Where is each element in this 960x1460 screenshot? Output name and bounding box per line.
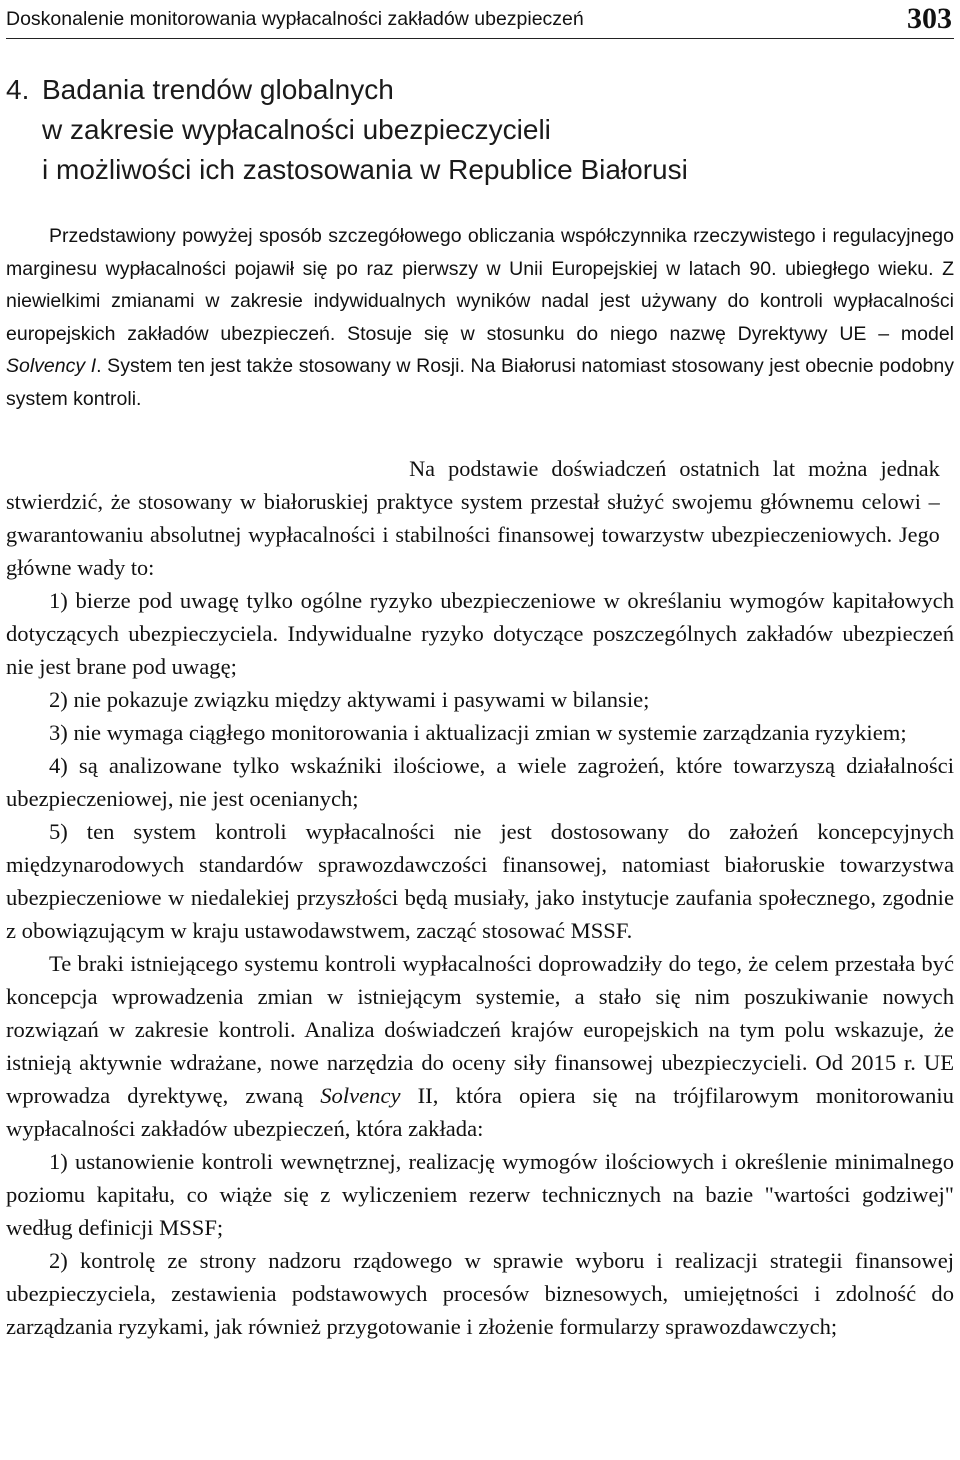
italic-term: Solvency: [320, 1083, 401, 1108]
section-number: 4.: [6, 74, 30, 105]
list-item: 3) nie wymaga ciągłego monitorowania i aktualizacji zmian w systemie zarządzania ryzykiem;: [49, 720, 907, 745]
italic-term: Solvency I: [6, 355, 97, 378]
list-item: 1) bierze pod uwagę tylko ogólne ryzyko ubezpieczeniowe w określaniu wymogów kapitałowych dotyczących ubezpieczyciela. Indywidualne ryzyko dotyczące poszczególnych zakładów ubezpieczeń nie jest brane pod uwagę;: [6, 588, 954, 679]
paragraph-text: Te braki istniejącego systemu kontroli wypłacalności doprowadziły do tego, że celem przestała być koncepcja wprowadzenia zmian w istniejącym systemie, a stało się nim poszukiwanie nowych rozwiązań w zakresie kontroli. Analiza doświadczeń krajów europejskich na tym polu wskazuje, że istnieją aktywnie wdrażane, nowe narzędzia do oceny siły finansowej ubezpieczycieli. Od 2015 r. UE wprowadza dyrektywę, zwaną: [6, 951, 954, 1108]
running-title: Doskonalenie monitorowania wypłacalności zakładów ubezpieczeń: [6, 8, 584, 30]
running-header: [6, 2, 954, 39]
paragraph-text: Na podstawie doświadczeń ostatnich lat można jednak stwierdzić, że stosowany w białoruskiej praktyce system przestał służyć swojemu głównemu celowi – gwarantowaniu absolutnej wypłacalności i stabilności finansowej towarzystw ubezpieczeniowych. Jego główne wady to:: [6, 456, 940, 580]
list-item: 5) ten system kontroli wypłacalności nie jest dostosowany do założeń koncepcyjnych międzynarodowych standardów sprawozdawczości finansowej, natomiast białoruskie towarzystwa ubezpieczeniowe w niedalekiej przyszłości będą musiały, jako instytucje zaufania społecznego, zgodnie z obowiązującym w kraju ustawodawstwem, zacząć stosować MSSF.: [6, 819, 954, 943]
section-heading: [6, 70, 954, 190]
section-title-line: w zakresie wypłacalności ubezpieczycieli: [42, 114, 551, 145]
section-title-line: i możliwości ich zastosowania w Republice Białorusi: [42, 154, 688, 185]
list-item: 2) nie pokazuje związku między aktywami i pasywami w bilansie;: [49, 687, 650, 712]
paragraph-text: II, która opiera się na trójfilarowym monitorowaniu wypłacalności zakładów ubezpieczeń, która zakłada:: [6, 1083, 954, 1141]
section-title-line: Badania trendów globalnych: [42, 74, 394, 105]
list-item: 1) ustanowienie kontroli wewnętrznej, realizację wymogów ilościowych i określenie minimalnego poziomu kapitału, co wiąże się z wyliczeniem rezerw technicznych na bazie "wartości godziwej" według definicji MSSF;: [6, 1149, 954, 1240]
paragraph-text: . System ten jest także stosowany w Rosji. Na Białorusi natomiast stosowany jest obecnie podobny system kontroli.: [6, 355, 954, 410]
list-item: 2) kontrolę ze strony nadzoru rządowego w sprawie wyboru i realizacji strategii finansowej ubezpieczyciela, zestawienia podstawowych procesów biznesowych, umiejętności i zdolność do zarządzania ryzykami, jak również przygotowanie i złożenie formularzy sprawozdawczych;: [6, 1248, 954, 1339]
list-item: 4) są analizowane tylko wskaźniki ilościowe, a wiele zagrożeń, które towarzyszą działalności ubezpieczeniowej, nie jest ocenianych;: [6, 753, 954, 811]
body-paragraph-sans: [6, 220, 954, 416]
body-text-serif: [6, 452, 954, 1343]
page-number: 303: [907, 2, 952, 35]
paragraph-text: Przedstawiony powyżej sposób szczegółowego obliczania współczynnika rzeczywistego i regulacyjnego marginesu wypłacalności pojawił się po raz pierwszy w Unii Europejskiej w latach 90. ubiegłego wieku. Z niewielkimi zmianami w zakresie indywidualnych wyników nadal jest używany do kontroli wypłacalności europejskich zakładów ubezpieczeń. Stosuje się w stosunku do niego nazwę Dyrektywy UE – model: [6, 225, 954, 345]
